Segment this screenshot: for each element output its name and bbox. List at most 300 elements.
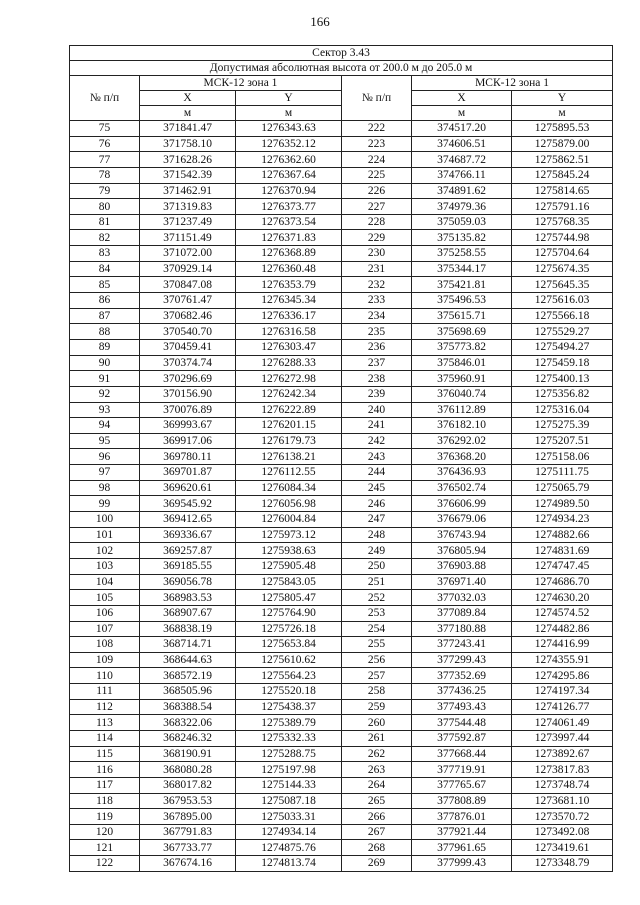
y-coordinate-right: 1274416.99	[512, 637, 613, 653]
point-number-right: 250	[342, 558, 412, 574]
point-number-right: 228	[342, 214, 412, 230]
col-header-num-left: № п/п	[70, 76, 140, 121]
point-number-left: 112	[70, 699, 140, 715]
point-number-left: 104	[70, 574, 140, 590]
y-coordinate-left: 1274813.74	[236, 856, 342, 872]
table-row	[70, 746, 613, 762]
table-row	[70, 308, 613, 324]
table-row	[70, 152, 613, 168]
y-coordinate-right: 1274630.20	[512, 590, 613, 606]
x-coordinate-left: 371462.91	[140, 183, 236, 199]
table-row	[70, 183, 613, 199]
x-coordinate-right: 376436.93	[412, 465, 512, 481]
y-coordinate-right: 1273348.79	[512, 856, 613, 872]
y-coordinate-right: 1275459.18	[512, 355, 613, 371]
y-coordinate-left: 1275764.90	[236, 605, 342, 621]
y-coordinate-right: 1274295.86	[512, 668, 613, 684]
point-number-left: 94	[70, 418, 140, 434]
y-coordinate-left: 1276004.84	[236, 512, 342, 528]
table-row	[70, 433, 613, 449]
y-coordinate-right: 1275566.18	[512, 308, 613, 324]
x-coordinate-right: 377961.65	[412, 840, 512, 856]
x-coordinate-right: 375773.82	[412, 339, 512, 355]
table-row	[70, 715, 613, 731]
y-coordinate-right: 1274934.23	[512, 512, 613, 528]
y-coordinate-left: 1276353.79	[236, 277, 342, 293]
point-number-right: 253	[342, 605, 412, 621]
x-coordinate-left: 371072.00	[140, 246, 236, 262]
point-number-right: 252	[342, 590, 412, 606]
point-number-left: 97	[70, 465, 140, 481]
table-row	[70, 496, 613, 512]
y-coordinate-left: 1276222.89	[236, 402, 342, 418]
col-header-x-left: X	[140, 91, 236, 106]
x-coordinate-left: 368983.53	[140, 590, 236, 606]
y-coordinate-left: 1276343.63	[236, 121, 342, 137]
point-number-right: 251	[342, 574, 412, 590]
table-row	[70, 355, 613, 371]
col-header-num-right: № п/п	[342, 76, 412, 121]
y-coordinate-left: 1276179.73	[236, 433, 342, 449]
table-row	[70, 480, 613, 496]
point-number-left: 119	[70, 809, 140, 825]
point-number-right: 245	[342, 480, 412, 496]
y-coordinate-left: 1276112.55	[236, 465, 342, 481]
x-coordinate-left: 369620.61	[140, 480, 236, 496]
table-row	[70, 699, 613, 715]
point-number-right: 239	[342, 386, 412, 402]
table-row	[70, 793, 613, 809]
point-number-left: 121	[70, 840, 140, 856]
y-coordinate-left: 1275438.37	[236, 699, 342, 715]
y-coordinate-left: 1275389.79	[236, 715, 342, 731]
x-coordinate-right: 375059.03	[412, 214, 512, 230]
x-coordinate-right: 375344.17	[412, 261, 512, 277]
point-number-right: 260	[342, 715, 412, 731]
y-coordinate-left: 1275144.33	[236, 777, 342, 793]
table-row	[70, 762, 613, 778]
crs-header-left: МСК-12 зона 1	[140, 76, 342, 91]
point-number-left: 109	[70, 652, 140, 668]
x-coordinate-right: 376679.06	[412, 512, 512, 528]
point-number-left: 96	[70, 449, 140, 465]
point-number-left: 102	[70, 543, 140, 559]
table-row	[70, 668, 613, 684]
table-row	[70, 246, 613, 262]
y-coordinate-left: 1275087.18	[236, 793, 342, 809]
x-coordinate-left: 371151.49	[140, 230, 236, 246]
y-coordinate-left: 1276138.21	[236, 449, 342, 465]
point-number-left: 105	[70, 590, 140, 606]
x-coordinate-right: 377921.44	[412, 824, 512, 840]
x-coordinate-right: 376502.74	[412, 480, 512, 496]
point-number-right: 237	[342, 355, 412, 371]
x-coordinate-left: 368644.63	[140, 652, 236, 668]
y-coordinate-left: 1276345.34	[236, 293, 342, 309]
x-coordinate-left: 371628.26	[140, 152, 236, 168]
x-coordinate-right: 376971.40	[412, 574, 512, 590]
point-number-left: 106	[70, 605, 140, 621]
point-number-left: 98	[70, 480, 140, 496]
point-number-right: 229	[342, 230, 412, 246]
point-number-right: 269	[342, 856, 412, 872]
point-number-left: 120	[70, 824, 140, 840]
y-coordinate-left: 1275653.84	[236, 637, 342, 653]
table-row	[70, 840, 613, 856]
table-row	[70, 605, 613, 621]
col-header-y-left: Y	[236, 91, 342, 106]
y-coordinate-left: 1275610.62	[236, 652, 342, 668]
x-coordinate-right: 377808.89	[412, 793, 512, 809]
point-number-left: 114	[70, 730, 140, 746]
x-coordinate-left: 370374.74	[140, 355, 236, 371]
table-body	[70, 121, 613, 872]
point-number-right: 233	[342, 293, 412, 309]
point-number-right: 235	[342, 324, 412, 340]
table-row	[70, 136, 613, 152]
x-coordinate-left: 368190.91	[140, 746, 236, 762]
x-coordinate-left: 371542.39	[140, 167, 236, 183]
point-number-right: 238	[342, 371, 412, 387]
point-number-right: 236	[342, 339, 412, 355]
point-number-right: 231	[342, 261, 412, 277]
y-coordinate-right: 1275674.35	[512, 261, 613, 277]
point-number-right: 262	[342, 746, 412, 762]
x-coordinate-right: 374606.51	[412, 136, 512, 152]
point-number-right: 256	[342, 652, 412, 668]
point-number-left: 118	[70, 793, 140, 809]
x-coordinate-right: 377243.41	[412, 637, 512, 653]
point-number-right: 241	[342, 418, 412, 434]
point-number-left: 95	[70, 433, 140, 449]
x-coordinate-right: 377032.03	[412, 590, 512, 606]
x-coordinate-right: 376182.10	[412, 418, 512, 434]
table-row	[70, 824, 613, 840]
y-coordinate-right: 1275494.27	[512, 339, 613, 355]
y-coordinate-left: 1276368.89	[236, 246, 342, 262]
x-coordinate-left: 371237.49	[140, 214, 236, 230]
y-coordinate-left: 1276370.94	[236, 183, 342, 199]
x-coordinate-right: 375421.81	[412, 277, 512, 293]
x-coordinate-left: 369993.67	[140, 418, 236, 434]
table-row	[70, 558, 613, 574]
x-coordinate-right: 377668.44	[412, 746, 512, 762]
y-coordinate-right: 1275400.13	[512, 371, 613, 387]
x-coordinate-left: 368322.06	[140, 715, 236, 731]
table-row	[70, 637, 613, 653]
x-coordinate-right: 376368.20	[412, 449, 512, 465]
y-coordinate-left: 1274875.76	[236, 840, 342, 856]
point-number-left: 115	[70, 746, 140, 762]
point-number-right: 242	[342, 433, 412, 449]
x-coordinate-left: 368505.96	[140, 684, 236, 700]
y-coordinate-right: 1273570.72	[512, 809, 613, 825]
x-coordinate-right: 377493.43	[412, 699, 512, 715]
unit-y-right: м	[512, 106, 613, 121]
x-coordinate-left: 371841.47	[140, 121, 236, 137]
col-header-x-right: X	[412, 91, 512, 106]
x-coordinate-left: 368907.67	[140, 605, 236, 621]
y-coordinate-left: 1276303.47	[236, 339, 342, 355]
table-row	[70, 809, 613, 825]
page-number: 166	[310, 14, 330, 29]
point-number-left: 99	[70, 496, 140, 512]
table-row	[70, 293, 613, 309]
point-number-left: 85	[70, 277, 140, 293]
y-coordinate-left: 1276362.60	[236, 152, 342, 168]
y-coordinate-left: 1274934.14	[236, 824, 342, 840]
point-number-right: 259	[342, 699, 412, 715]
y-coordinate-left: 1275973.12	[236, 527, 342, 543]
crs-header-right: МСК-12 зона 1	[412, 76, 613, 91]
point-number-right: 261	[342, 730, 412, 746]
table-row	[70, 652, 613, 668]
y-coordinate-right: 1275065.79	[512, 480, 613, 496]
table-row	[70, 543, 613, 559]
table-row	[70, 230, 613, 246]
table-row	[70, 856, 613, 872]
table-row	[70, 402, 613, 418]
point-number-right: 263	[342, 762, 412, 778]
x-coordinate-right: 376112.89	[412, 402, 512, 418]
x-coordinate-left: 369545.92	[140, 496, 236, 512]
point-number-left: 82	[70, 230, 140, 246]
point-number-left: 108	[70, 637, 140, 653]
point-number-left: 116	[70, 762, 140, 778]
x-coordinate-right: 376292.02	[412, 433, 512, 449]
point-number-right: 247	[342, 512, 412, 528]
table-row	[70, 449, 613, 465]
point-number-right: 222	[342, 121, 412, 137]
table-row	[70, 574, 613, 590]
y-coordinate-left: 1275288.75	[236, 746, 342, 762]
y-coordinate-right: 1274686.70	[512, 574, 613, 590]
point-number-right: 255	[342, 637, 412, 653]
y-coordinate-right: 1275814.65	[512, 183, 613, 199]
y-coordinate-right: 1275845.24	[512, 167, 613, 183]
y-coordinate-left: 1275938.63	[236, 543, 342, 559]
y-coordinate-right: 1273892.67	[512, 746, 613, 762]
x-coordinate-left: 369412.65	[140, 512, 236, 528]
point-number-right: 267	[342, 824, 412, 840]
x-coordinate-right: 377544.48	[412, 715, 512, 731]
x-coordinate-right: 377999.43	[412, 856, 512, 872]
x-coordinate-right: 374891.62	[412, 183, 512, 199]
x-coordinate-left: 368246.32	[140, 730, 236, 746]
y-coordinate-right: 1275895.53	[512, 121, 613, 137]
point-number-left: 87	[70, 308, 140, 324]
table-row	[70, 277, 613, 293]
y-coordinate-right: 1275616.03	[512, 293, 613, 309]
x-coordinate-right: 377876.01	[412, 809, 512, 825]
point-number-left: 89	[70, 339, 140, 355]
point-number-left: 77	[70, 152, 140, 168]
table-row	[70, 199, 613, 215]
point-number-right: 268	[342, 840, 412, 856]
y-coordinate-left: 1275332.33	[236, 730, 342, 746]
x-coordinate-right: 375496.53	[412, 293, 512, 309]
point-number-right: 234	[342, 308, 412, 324]
point-number-left: 111	[70, 684, 140, 700]
unit-y-left: м	[236, 106, 342, 121]
y-coordinate-left: 1275805.47	[236, 590, 342, 606]
x-coordinate-left: 369185.55	[140, 558, 236, 574]
y-coordinate-left: 1276336.17	[236, 308, 342, 324]
y-coordinate-left: 1276371.83	[236, 230, 342, 246]
y-coordinate-left: 1275843.05	[236, 574, 342, 590]
table-row	[70, 465, 613, 481]
table-row	[70, 371, 613, 387]
table-row	[70, 167, 613, 183]
x-coordinate-left: 368080.28	[140, 762, 236, 778]
y-coordinate-left: 1276084.34	[236, 480, 342, 496]
x-coordinate-right: 375698.69	[412, 324, 512, 340]
y-coordinate-right: 1275316.04	[512, 402, 613, 418]
table-row	[70, 621, 613, 637]
point-number-left: 78	[70, 167, 140, 183]
y-coordinate-left: 1276272.98	[236, 371, 342, 387]
x-coordinate-left: 371319.83	[140, 199, 236, 215]
table-row	[70, 684, 613, 700]
x-coordinate-left: 370847.08	[140, 277, 236, 293]
point-number-right: 224	[342, 152, 412, 168]
x-coordinate-left: 369701.87	[140, 465, 236, 481]
point-number-right: 266	[342, 809, 412, 825]
x-coordinate-left: 370761.47	[140, 293, 236, 309]
x-coordinate-left: 369780.11	[140, 449, 236, 465]
x-coordinate-left: 367895.00	[140, 809, 236, 825]
x-coordinate-left: 370540.70	[140, 324, 236, 340]
point-number-right: 249	[342, 543, 412, 559]
y-coordinate-right: 1273817.83	[512, 762, 613, 778]
point-number-left: 117	[70, 777, 140, 793]
point-number-right: 225	[342, 167, 412, 183]
y-coordinate-right: 1275158.06	[512, 449, 613, 465]
point-number-right: 257	[342, 668, 412, 684]
point-number-left: 90	[70, 355, 140, 371]
point-number-right: 248	[342, 527, 412, 543]
point-number-right: 254	[342, 621, 412, 637]
height-range-caption: Допустимая абсолютная высота от 200.0 м до 205.0 м	[70, 61, 613, 76]
x-coordinate-right: 376903.88	[412, 558, 512, 574]
x-coordinate-right: 377592.87	[412, 730, 512, 746]
point-number-left: 88	[70, 324, 140, 340]
table-row	[70, 261, 613, 277]
x-coordinate-right: 376606.99	[412, 496, 512, 512]
point-number-right: 240	[342, 402, 412, 418]
point-number-right: 226	[342, 183, 412, 199]
point-number-left: 93	[70, 402, 140, 418]
point-number-left: 107	[70, 621, 140, 637]
y-coordinate-right: 1274882.66	[512, 527, 613, 543]
y-coordinate-right: 1275744.98	[512, 230, 613, 246]
unit-x-left: м	[140, 106, 236, 121]
y-coordinate-right: 1275879.00	[512, 136, 613, 152]
y-coordinate-right: 1275356.82	[512, 386, 613, 402]
table-row	[70, 386, 613, 402]
point-number-right: 246	[342, 496, 412, 512]
x-coordinate-right: 377180.88	[412, 621, 512, 637]
x-coordinate-right: 374979.36	[412, 199, 512, 215]
y-coordinate-left: 1275520.18	[236, 684, 342, 700]
y-coordinate-left: 1276360.48	[236, 261, 342, 277]
x-coordinate-right: 375258.55	[412, 246, 512, 262]
y-coordinate-right: 1274831.69	[512, 543, 613, 559]
table-row	[70, 777, 613, 793]
unit-x-right: м	[412, 106, 512, 121]
y-coordinate-right: 1273492.08	[512, 824, 613, 840]
x-coordinate-left: 370156.90	[140, 386, 236, 402]
coordinates-table	[69, 45, 613, 872]
point-number-right: 223	[342, 136, 412, 152]
x-coordinate-right: 374766.11	[412, 167, 512, 183]
y-coordinate-right: 1274126.77	[512, 699, 613, 715]
table-row	[70, 121, 613, 137]
x-coordinate-left: 370682.46	[140, 308, 236, 324]
point-number-right: 264	[342, 777, 412, 793]
x-coordinate-right: 377352.69	[412, 668, 512, 684]
point-number-right: 244	[342, 465, 412, 481]
x-coordinate-left: 370459.41	[140, 339, 236, 355]
point-number-left: 100	[70, 512, 140, 528]
y-coordinate-right: 1274989.50	[512, 496, 613, 512]
y-coordinate-left: 1276373.54	[236, 214, 342, 230]
y-coordinate-right: 1275791.16	[512, 199, 613, 215]
x-coordinate-right: 375960.91	[412, 371, 512, 387]
table-row	[70, 214, 613, 230]
sector-title: Сектор 3.43	[70, 46, 613, 61]
y-coordinate-right: 1273419.61	[512, 840, 613, 856]
point-number-left: 113	[70, 715, 140, 731]
x-coordinate-left: 367953.53	[140, 793, 236, 809]
y-coordinate-right: 1275529.27	[512, 324, 613, 340]
y-coordinate-left: 1275726.18	[236, 621, 342, 637]
point-number-right: 243	[342, 449, 412, 465]
x-coordinate-right: 375135.82	[412, 230, 512, 246]
x-coordinate-right: 377436.25	[412, 684, 512, 700]
table-row	[70, 730, 613, 746]
y-coordinate-right: 1273748.74	[512, 777, 613, 793]
table-row	[70, 527, 613, 543]
point-number-right: 227	[342, 199, 412, 215]
table-row	[70, 512, 613, 528]
y-coordinate-right: 1274355.91	[512, 652, 613, 668]
x-coordinate-left: 367733.77	[140, 840, 236, 856]
point-number-right: 265	[342, 793, 412, 809]
point-number-left: 75	[70, 121, 140, 137]
y-coordinate-right: 1274061.49	[512, 715, 613, 731]
point-number-left: 101	[70, 527, 140, 543]
x-coordinate-left: 367791.83	[140, 824, 236, 840]
point-number-left: 84	[70, 261, 140, 277]
y-coordinate-left: 1276373.77	[236, 199, 342, 215]
point-number-left: 83	[70, 246, 140, 262]
x-coordinate-right: 376743.94	[412, 527, 512, 543]
y-coordinate-right: 1275207.51	[512, 433, 613, 449]
x-coordinate-left: 370076.89	[140, 402, 236, 418]
x-coordinate-right: 374517.20	[412, 121, 512, 137]
y-coordinate-right: 1275862.51	[512, 152, 613, 168]
x-coordinate-left: 368388.54	[140, 699, 236, 715]
point-number-left: 86	[70, 293, 140, 309]
point-number-left: 103	[70, 558, 140, 574]
y-coordinate-right: 1273681.10	[512, 793, 613, 809]
x-coordinate-left: 369336.67	[140, 527, 236, 543]
x-coordinate-right: 375615.71	[412, 308, 512, 324]
x-coordinate-right: 376040.74	[412, 386, 512, 402]
y-coordinate-right: 1275111.75	[512, 465, 613, 481]
y-coordinate-left: 1275033.31	[236, 809, 342, 825]
